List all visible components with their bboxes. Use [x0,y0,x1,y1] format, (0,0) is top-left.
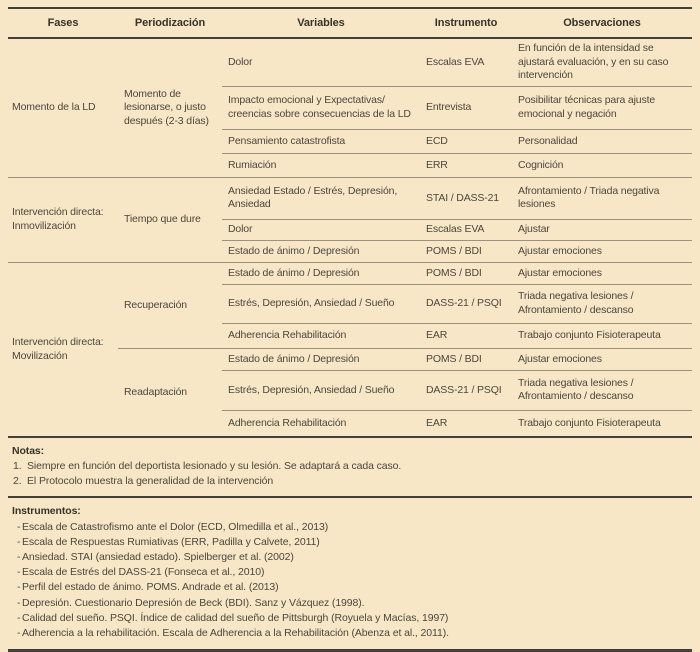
dash-bullet: - [17,535,21,548]
observation-cell: Ajustar [512,219,692,240]
header-variables: Variables [222,8,420,38]
variable-cell: Estrés, Depresión, Ansiedad / Sueño [222,284,420,323]
dash-bullet: - [17,581,21,594]
table-row [8,177,692,219]
instrument-list-item [10,580,690,595]
variable-cell: Dolor [222,38,420,86]
dash-bullet: - [17,566,21,579]
instrument-cell: POMS / BDI [420,348,512,370]
observation-cell: Trabajo conjunto Fisioterapeuta [512,410,692,437]
note-item [10,459,690,474]
instrument-list-item [10,520,690,535]
notes-section [8,438,692,498]
instrument-cell: Entrevista [420,86,512,129]
period-cell-recuperacion: Recuperación [118,262,222,348]
intervention-protocol-table [8,7,692,438]
instrument-cell: EAR [420,323,512,348]
header-instrumento: Instrumento [420,8,512,38]
header-periodizacion: Periodización [118,8,222,38]
notes-title: Notas: [12,445,45,458]
variable-cell: Impacto emocional y Expectativas/ creencias sobre consecuencias de la LD [222,86,420,129]
note-number: 2. [13,475,22,488]
observation-cell: Ajustar emociones [512,262,692,284]
observation-cell: Cognición [512,153,692,177]
instrument-cell: STAI / DASS-21 [420,177,512,219]
protocol-table-page [8,7,692,652]
variable-cell: Adherencia Rehabilitación [222,410,420,437]
period-cell-tiempo-que-dure: Tiempo que dure [118,177,222,262]
note-item [10,474,690,489]
instrument-list-item [10,626,690,641]
instrument-cell: POMS / BDI [420,240,512,262]
note-text: El Protocolo muestra la generalidad de la intervención [27,475,274,488]
instrument-list-item [10,596,690,611]
instrument-text: Ansiedad. STAI (ansiedad estado). Spielberger et al. (2002) [22,551,294,564]
variable-cell: Estado de ánimo / Depresión [222,240,420,262]
instrument-list-item [10,535,690,550]
instrument-cell: DASS-21 / PSQI [420,370,512,410]
header-row [8,8,692,38]
observation-cell: En función de la intensidad se ajustará evaluación, y en su caso intervención [512,38,692,86]
dash-bullet: - [17,627,21,640]
note-number: 1. [13,460,22,473]
phase-cell-movilizacion: Intervención directa: Movilización [8,262,118,437]
period-cell-readaptacion: Readaptación [118,348,222,437]
instruments-section [8,498,692,652]
variable-cell: Dolor [222,219,420,240]
instrument-text: Escala de Estrés del DASS-21 (Fonseca et al., 2010) [22,566,265,579]
variable-cell: Adherencia Rehabilitación [222,323,420,348]
phase-cell-momento-ld: Momento de la LD [8,38,118,177]
observation-cell: Trabajo conjunto Fisioterapeuta [512,323,692,348]
observation-cell: Ajustar emociones [512,348,692,370]
variable-cell: Ansiedad Estado / Estrés, Depresión, Ansiedad [222,177,420,219]
observation-cell: Triada negativa lesiones / Afrontamiento / descanso [512,284,692,323]
observation-cell: Personalidad [512,129,692,153]
instrument-text: Escala de Respuestas Rumiativas (ERR, Padilla y Calvete, 2011) [22,535,320,548]
observation-cell: Afrontamiento / Triada negativa lesiones [512,177,692,219]
instrument-list-item [10,611,690,626]
table-row [8,38,692,86]
variable-cell: Estado de ánimo / Depresión [222,262,420,284]
instrument-cell: Escalas EVA [420,219,512,240]
instrument-list-item [10,550,690,565]
header-fases: Fases [8,8,118,38]
table-row [8,262,692,284]
note-text: Siempre en función del deportista lesionado y su lesión. Se adaptará a cada caso. [27,460,402,473]
dash-bullet: - [17,611,21,624]
dash-bullet: - [17,551,21,564]
instrument-text: Escala de Catastrofismo ante el Dolor (ECD, Olmedilla et al., 2013) [22,520,329,533]
dash-bullet: - [17,596,21,609]
variable-cell: Estrés, Depresión, Ansiedad / Sueño [222,370,420,410]
variable-cell: Rumiación [222,153,420,177]
observation-cell: Posibilitar técnicas para ajuste emocional y negación [512,86,692,129]
instrument-text: Calidad del sueño. PSQI. Índice de calidad del sueño de Pittsburgh (Royuela y Macías, 1997) [22,611,449,624]
observation-cell: Triada negativa lesiones / Afrontamiento / descanso [512,370,692,410]
variable-cell: Estado de ánimo / Depresión [222,348,420,370]
period-cell-momento-lesionarse: Momento de lesionarse, o justo después (2-3 días) [118,38,222,177]
observation-cell: Ajustar emociones [512,240,692,262]
instrument-cell: ERR [420,153,512,177]
instrument-text: Perfil del estado de ánimo. POMS. Andrade et al. (2013) [22,581,279,594]
instrument-cell: EAR [420,410,512,437]
variable-cell: Pensamiento catastrofista [222,129,420,153]
instrument-list-item [10,565,690,580]
dash-bullet: - [17,520,21,533]
instrument-cell: Escalas EVA [420,38,512,86]
instrument-text: Adherencia a la rehabilitación. Escala de Adherencia a la Rehabilitación (Abenza et al., 2011). [22,627,449,640]
instrument-cell: DASS-21 / PSQI [420,284,512,323]
phase-cell-inmovilizacion: Intervención directa: Inmovilización [8,177,118,262]
header-observaciones: Observaciones [512,8,692,38]
instrument-cell: POMS / BDI [420,262,512,284]
instrument-cell: ECD [420,129,512,153]
instruments-title: Instrumentos: [12,505,81,518]
instrument-text: Depresión. Cuestionario Depresión de Beck (BDI). Sanz y Vázquez (1998). [22,596,365,609]
